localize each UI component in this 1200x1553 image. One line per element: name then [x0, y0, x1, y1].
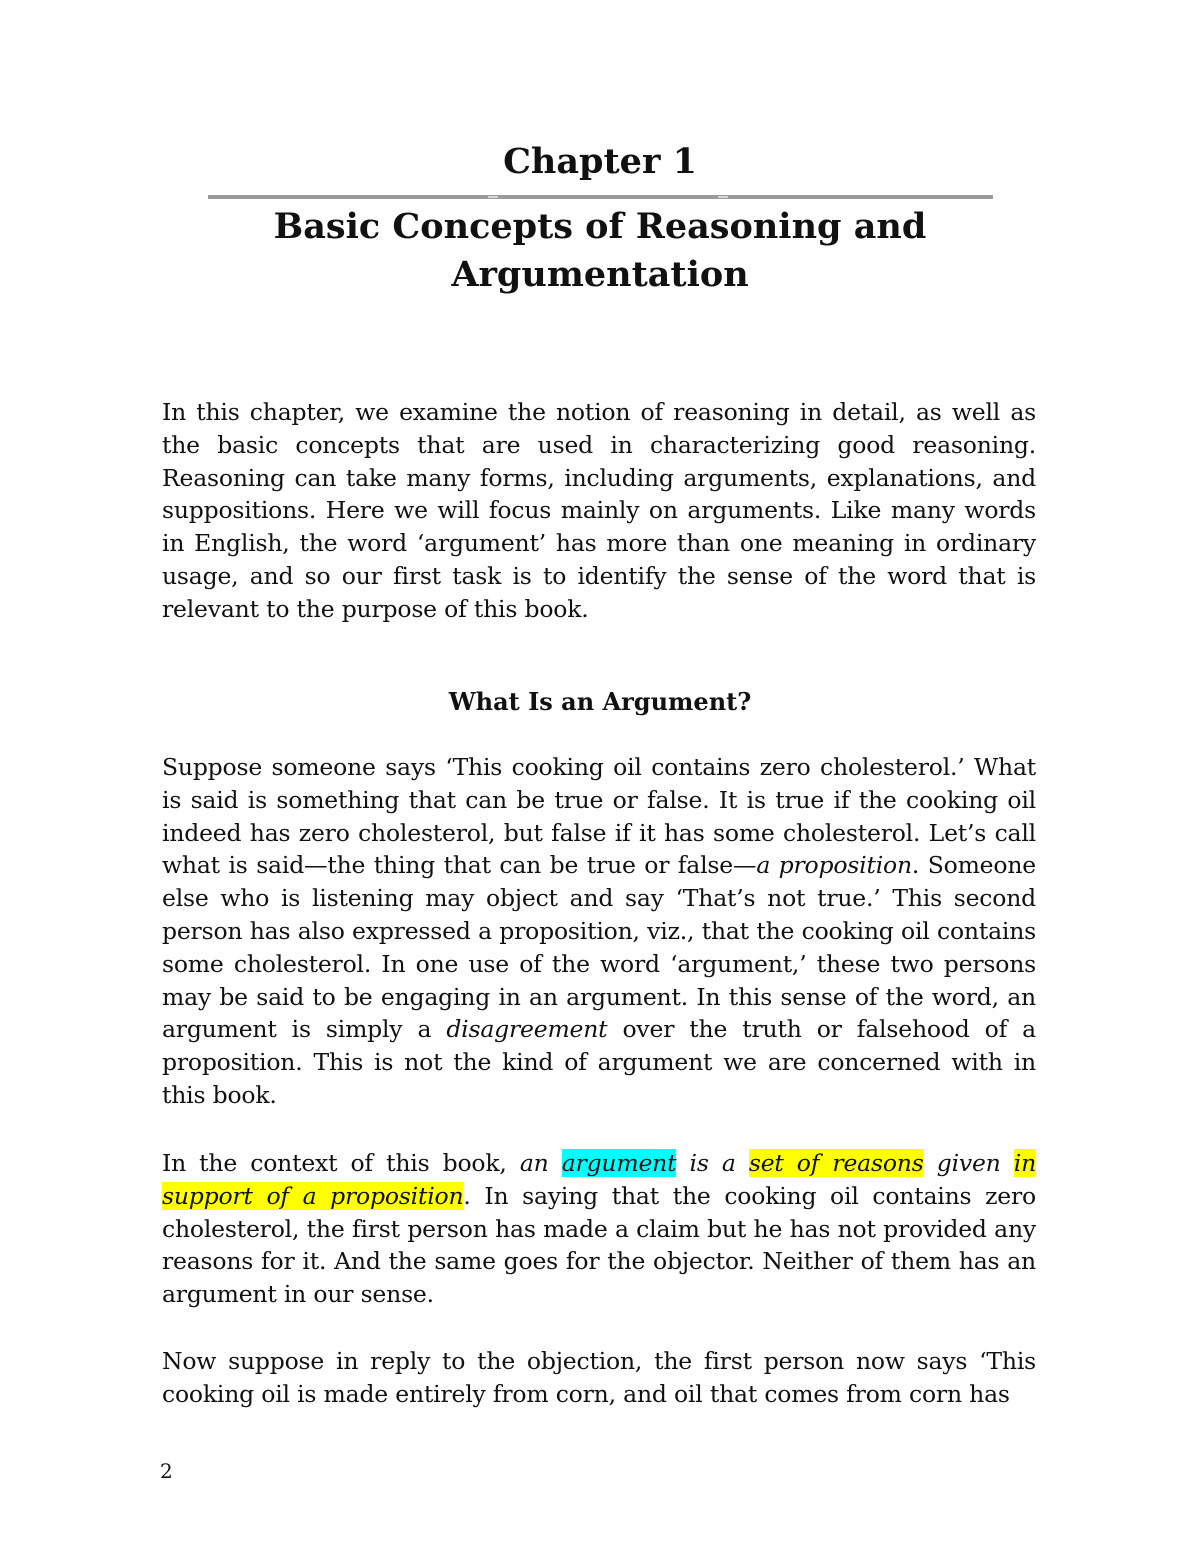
section-heading: What Is an Argument? [448, 687, 752, 716]
intro-paragraph: In this chapter, we examine the notion of reasoning in detail, as well as the basic concepts that are used in characterizing good reasoning. Reasoning can take many forms, including arguments, explanations, and suppositions. Here we will focus mainly on arguments. Like many words in English, the word ‘argument’ has more than one meaning in ordinary usage, and so our first task is to identify the sense of the word that is relevant to the purpose of this book. [162, 398, 1036, 623]
chapter-divider-rule [208, 195, 993, 199]
term-disagreement: disagreement [446, 1015, 608, 1044]
paragraph-proposition [162, 751, 1036, 1112]
paragraph-proposition-text-1: Suppose someone says ‘This cooking oil contains zero cholesterol.’ What is said is something that can be true or false. It is true if the cooking oil indeed has zero cholesterol, but false if it has some cholesterol. Let’s call what is said—the thing that can be true or false— [162, 753, 1036, 880]
highlight-set-of-reasons: set of reasons [748, 1149, 924, 1177]
page-number: 2 [160, 1459, 173, 1483]
highlight-argument: argument [561, 1149, 677, 1177]
chapter-title-line-2: Argumentation [451, 254, 749, 295]
rule-segment-gap-left [488, 196, 498, 198]
paragraph-reply: Now suppose in reply to the objection, the first person now says ‘This cooking oil is made entirely from corn, and oil that comes from corn has [162, 1347, 1036, 1408]
chapter-title [0, 203, 1200, 299]
highlight-in-support-of-a-proposition: in support of a proposition [162, 1149, 1037, 1210]
chapter-label: Chapter 1 [503, 141, 697, 182]
paragraph-proposition-text-2: . Someone else who is listening may object and say ‘That’s not true.’ This second person has also expressed a proposition, viz., that the cooking oil contains some cholesterol. In one use of the word ‘argument,’ these two persons may be said to be engaging in an argument. In this sense of the word, an argument is simply a [162, 851, 1036, 1044]
definition-is-a: is a [676, 1149, 749, 1177]
rule-segment-gap-right [718, 196, 728, 198]
chapter-title-line-1: Basic Concepts of Reasoning and [273, 206, 927, 247]
term-a-proposition: a proposition [756, 851, 912, 880]
paragraph-definition-text-1: In the context of this book, [162, 1149, 520, 1177]
definition-an: an [519, 1149, 562, 1177]
definition-given: given [923, 1149, 1014, 1177]
paragraph-definition [162, 1147, 1036, 1311]
paragraph-proposition-text-3: over the truth or falsehood of a proposition. This is not the kind of argument we are concerned with in this book. [162, 1015, 1036, 1109]
paragraph-definition-text-2: . In saying that the cooking oil contains zero cholesterol, the first person has made a claim but he has not provided any reasons for it. And the same goes for the objector. Neither of them has an argument in our sense. [162, 1181, 1036, 1309]
